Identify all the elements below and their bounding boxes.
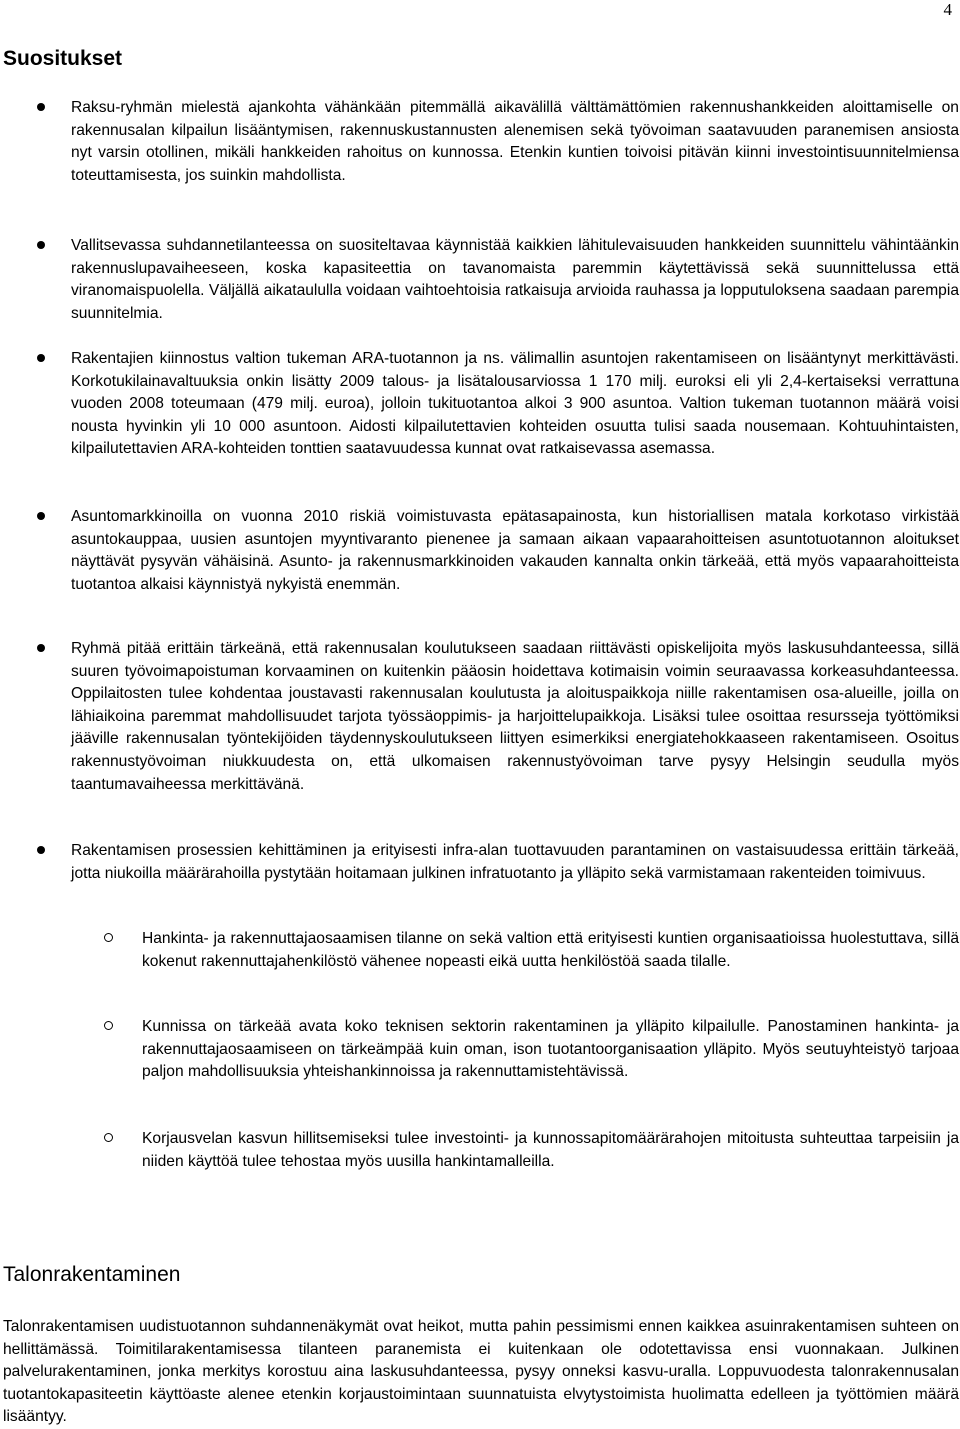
bullet-icon bbox=[37, 241, 45, 249]
bullet-icon bbox=[37, 354, 45, 362]
recommendations-list-4 bbox=[0, 506, 960, 596]
circle-bullet-icon bbox=[104, 1021, 113, 1030]
list-item-text: Asuntomarkkinoilla on vuonna 2010 riskiä voimistuvasta epätasapainosta, kun historiallisen matala korkotaso virkistää asuntokauppaa, uusien asuntojen myyntivaranto pienenee ja samaan aikaan vapaarahoitteisen asuntotuotannon aloitukset näyttävät pysyvän vähäisinä. Asunto- ja rakennusmarkkinoiden vakauden kannalta onkin tärkeää, että myös vapaarahoitteista tuotantoa alkaisi käynnistyä nykyistä enemmän. bbox=[71, 508, 959, 593]
recommendations-list-5 bbox=[0, 638, 960, 796]
bullet-icon bbox=[37, 644, 45, 652]
recommendations-list-6 bbox=[0, 840, 960, 885]
list-item-text: Vallitsevassa suhdannetilanteessa on suositeltavaa käynnistää kaikkien lähitulevaisuuden hankkeiden suunnittelu vähintäänkin rakennuslupavaiheeseen, koska kapasiteettia on tavanomaista paremmin käytettävissä sekä suunnittelussa että viranomaispuolella. Väljällä aikataululla voidaan vaihtoehtoisia ratkaisuja arvioida rauhassa ja lopputuloksena saadaan parempia suunnitelmia. bbox=[71, 237, 959, 322]
recommendations-list-3 bbox=[0, 348, 960, 461]
circle-bullet-icon bbox=[104, 933, 113, 942]
body-paragraph: Talonrakentamisen uudistuotannon suhdannenäkymät ovat heikot, mutta pahin pessimismi ennen kaikkea asuinrakentamisen suhteen on hellittämässä. Toimitilarakentamisessa tilanteen paranemista ei kuitenkaan ole odotettavissa ensi vuonnakaan. Julkinen palvelurakentaminen, jonka merkitys korostuu aina laskusuhdanteessa, pysyy onneksi kasvu-uralla. Loppuvuodesta talonrakennusalan tuotantokapasiteetin käyttöaste alenee etenkin korjaustoimintaan suunnatuista elvytystoimista huolimatta edelleen ja työttömien määrä lisääntyy. bbox=[3, 1318, 959, 1426]
recommendations-list bbox=[0, 97, 960, 187]
recommendations-list-2 bbox=[0, 235, 960, 325]
bullet-icon bbox=[37, 512, 45, 520]
sub-list-item-text: Korjausvelan kasvun hillitsemiseksi tulee investointi- ja kunnossapitomäärärahojen mitoitusta suhteuttaa tarpeisiin ja niiden käyttöä tulee tehostaa myös uusilla hankintamalleilla. bbox=[142, 1130, 959, 1170]
sub-list bbox=[0, 928, 960, 973]
list-item bbox=[0, 348, 960, 461]
list-item-text: Rakentamisen prosessien kehittäminen ja erityisesti infra-alan tuottavuuden parantaminen on vastaisuudessa erittäin tärkeää, jotta niukoilla määrärahoilla pystytään hoitamaan julkinen infratuotanto ja ylläpito sekä varmistamaan rakenteiden toimivuus. bbox=[71, 842, 959, 882]
section-heading-talonrakentaminen: Talonrakentaminen bbox=[3, 1263, 181, 1286]
list-item bbox=[0, 840, 960, 885]
sub-list-item-text: Kunnissa on tärkeää avata koko teknisen sektorin rakentaminen ja ylläpito kilpailulle. Panostaminen hankinta- ja rakennuttajaosaamiseen on tärkeämpää kuin oman, ison tuotantoorganisaation ylläpito. Myös seutuyhteistyö tarjoaa paljon mahdollisuuksia yhteishankinnoissa ja rakennuttamistehtävissä. bbox=[142, 1018, 959, 1081]
bullet-icon bbox=[37, 846, 45, 854]
sub-list-item bbox=[0, 1016, 960, 1084]
list-item-text: Rakentajien kiinnostus valtion tukeman ARA-tuotannon ja ns. välimallin asuntojen rakentamiseen on lisääntynyt merkittävästi. Korkotukilainavaltuuksia onkin lisätty 2009 talous- ja lisätalousarviossa 1 170 milj. euroksi eli yli 2,4-kertaiseksi verrattuna vuoden 2008 toteumaan (479 milj. euroa), jolloin tukituotantoa alkoi 3 900 asuntoa. Valtion tukeman tuotannon määrä voisi nousta hyvinkin yli 10 000 asuntoon. Aidosti kilpailutettavien kohteiden osuutta tulisi saada nousemaan. Kohtuuhintaisten, kilpailutettavien ARA-kohteiden tonttien saatavuudessa kunnat ovat ratkaisevassa asemassa. bbox=[71, 350, 959, 458]
sub-list-item-text: Hankinta- ja rakennuttajaosaamisen tilanne on sekä valtion että erityisesti kuntien organisaatioissa huolestuttava, sillä kokenut rakennuttajahenkilöstö vähenee nopeasti eikä uutta henkilöstöä saada tilalle. bbox=[142, 930, 959, 970]
sub-list-item bbox=[0, 928, 960, 973]
list-item bbox=[0, 235, 960, 325]
sub-list-item bbox=[0, 1128, 960, 1173]
list-item-text: Raksu-ryhmän mielestä ajankohta vähänkään pitemmällä aikavälillä välttämättömien rakennushankkeiden aloittamiselle on rakennusalan kilpailun lisääntymisen, rakennuskustannusten alenemisen sekä työvoiman saatavuuden paranemisen ansiosta nyt varsin otollinen, mikäli hankkeiden rahoitus on kunnossa. Etenkin kuntien toivoisi pitävän kiinni investointisuunnitelmiensa toteuttamisesta, jos suinkin mahdollista. bbox=[71, 99, 959, 184]
bullet-icon bbox=[37, 103, 45, 111]
circle-bullet-icon bbox=[104, 1133, 113, 1142]
list-item-text: Ryhmä pitää erittäin tärkeänä, että rakennusalan koulutukseen saadaan riittävästi opiskelijoita myös laskusuhdanteessa, sillä suuren työvoimapoistuman korvaaminen on kuitenkin pääosin hoidettava kotimaisin voimin seuraavassa korkeasuhdanteessa. Oppilaitosten tulee kohdentaa joustavasti rakennusalan koulutusta ja aloituspaikkoja niille rakentamisen osa-alueille, joilla on lähiaikoina paremmat mahdollisuudet tarjota työssäoppimis- ja harjoittelupaikkoja. Lisäksi tulee osoittaa resursseja työttömiksi jääville rakennusalan työntekijöiden täydennyskoulutukseen liittyen esimerkiksi energiatehokkaaseen rakentamiseen. Osoitus rakennustyövoiman niukkuudesta on, että ulkomaisen rakennustyövoiman tarve pysyy Helsingin seudulla myös taantumavaiheessa merkittävänä. bbox=[71, 640, 959, 793]
list-item bbox=[0, 506, 960, 596]
list-item bbox=[0, 97, 960, 187]
sub-list-2 bbox=[0, 1016, 960, 1084]
section-heading-suositukset: Suositukset bbox=[3, 47, 123, 70]
sub-list-3 bbox=[0, 1128, 960, 1173]
page-number: 4 bbox=[943, 0, 952, 19]
list-item bbox=[0, 638, 960, 796]
